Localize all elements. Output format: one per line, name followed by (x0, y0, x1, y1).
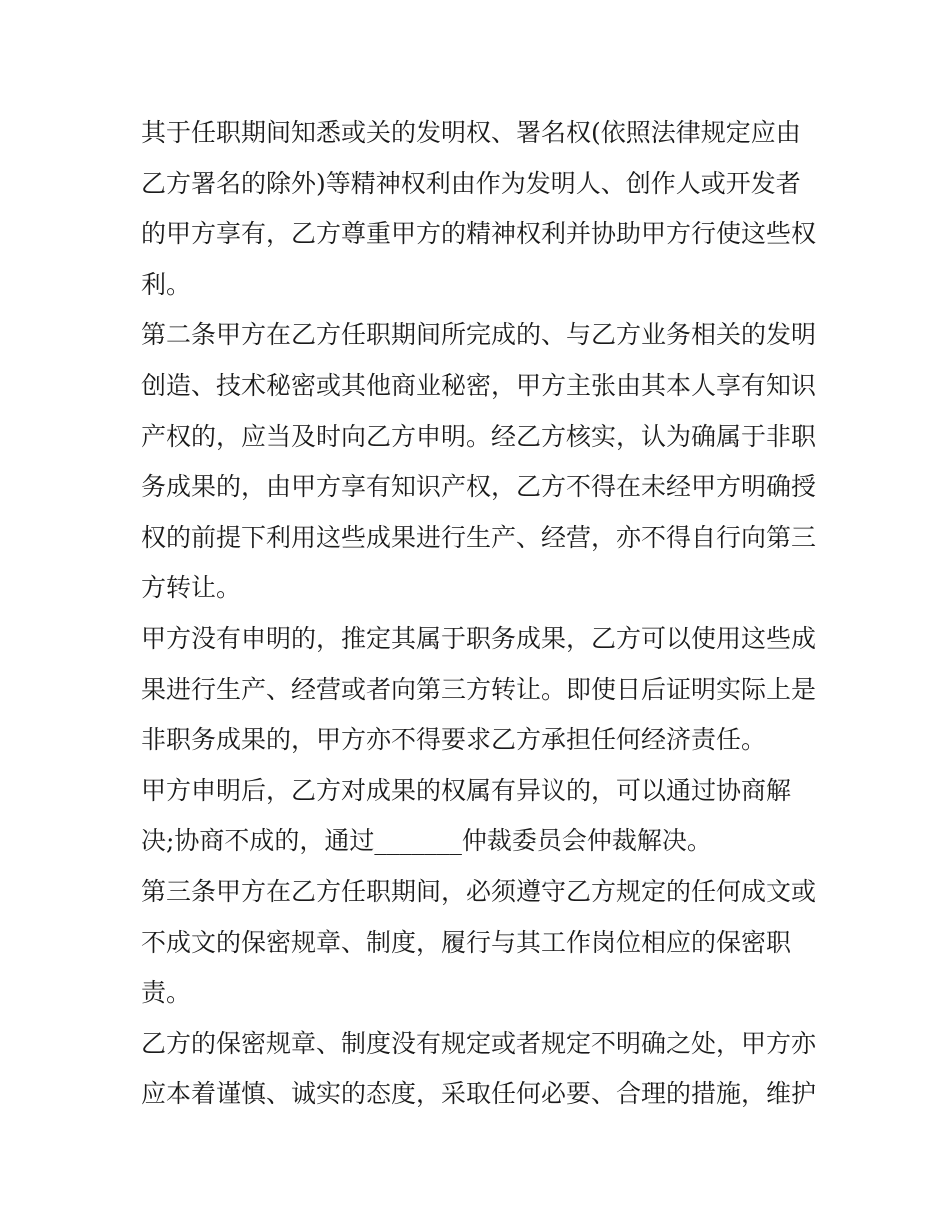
text-line: 乙方署名的除外)等精神权利由作为发明人、创作人或开发者 (141, 168, 801, 198)
text-line: 方转让。 (141, 573, 242, 603)
text-line: 非职务成果的，甲方亦不得要求乙方承担任何经济责任。 (141, 725, 767, 755)
text-line: 其于任职期间知悉或关的发明权、署名权(依照法律规定应由 (141, 118, 801, 147)
text-line: 利。 (141, 269, 192, 299)
text-line: 甲方没有申明的，推定其属于职务成果，乙方可以使用这些成 (141, 623, 817, 653)
text-line: 决;协商不成的，通过_______仲裁委员会仲裁解决。 (141, 826, 712, 856)
text-line: 甲方申明后，乙方对成果的权属有异议的，可以通过协商解 (141, 775, 792, 805)
body-text (141, 108, 821, 1120)
text-line: 乙方的保密规章、制度没有规定或者规定不明确之处，甲方亦 (141, 1028, 817, 1058)
text-line: 务成果的，由甲方享有知识产权，乙方不得在未经甲方明确授 (141, 472, 817, 502)
text-line: 第二条甲方在乙方任职期间所完成的、与乙方业务相关的发明 (141, 320, 817, 350)
text-line: 创造、技术秘密或其他商业秘密，甲方主张由其本人享有知识 (141, 370, 817, 400)
text-line: 应本着谨慎、诚实的态度，采取任何必要、合理的措施，维护 (141, 1079, 817, 1109)
text-line: 责。 (141, 978, 192, 1008)
text-line: 产权的，应当及时向乙方申明。经乙方核实，认为确属于非职 (141, 421, 817, 451)
text-line: 第三条甲方在乙方任职期间，必须遵守乙方规定的任何成文或 (141, 876, 817, 906)
text-line: 果进行生产、经营或者向第三方转让。即使日后证明实际上是 (141, 674, 817, 704)
text-line: 不成文的保密规章、制度，履行与其工作岗位相应的保密职 (141, 927, 792, 957)
text-line: 的甲方享有，乙方尊重甲方的精神权利并协助甲方行使这些权 (141, 219, 817, 249)
text-line: 权的前提下利用这些成果进行生产、经营，亦不得自行向第三 (141, 522, 817, 552)
